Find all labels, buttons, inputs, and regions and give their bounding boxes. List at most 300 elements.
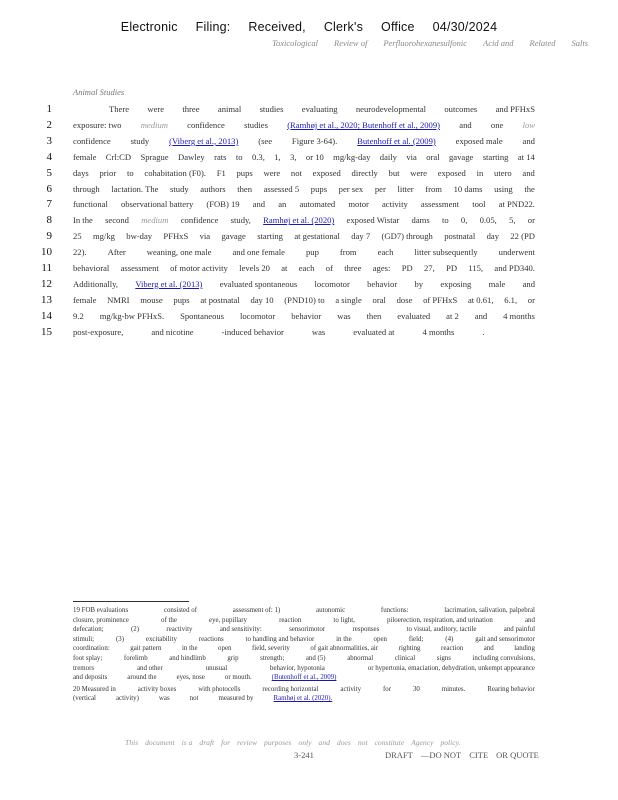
text-line xyxy=(73,311,535,321)
text-run: clinical xyxy=(394,655,416,662)
text-run: at gestational xyxy=(294,231,340,242)
text-run: strength; xyxy=(260,655,285,662)
text-run: outcomes xyxy=(444,104,478,114)
text-line xyxy=(73,152,535,162)
text-run: was xyxy=(158,695,170,703)
text-run: underwent xyxy=(498,247,535,258)
disclaimer-word: does xyxy=(336,738,351,747)
text-run: NMRI xyxy=(107,294,130,305)
draft-disclaimer xyxy=(125,738,467,747)
text-run: to light, xyxy=(333,616,355,624)
line-number: 2 xyxy=(46,118,52,131)
text-run: exposing xyxy=(440,278,472,289)
text-run: 1, xyxy=(274,151,281,162)
text-run: then xyxy=(237,183,252,194)
text-run: (FOB) 19 xyxy=(206,199,240,210)
text-run: a single xyxy=(335,294,362,305)
text-line xyxy=(73,168,535,178)
text-run: reactions xyxy=(198,635,224,643)
text-run: reactivity xyxy=(166,626,193,634)
disclaimer-word: Agency xyxy=(411,738,434,747)
text-run: 22). xyxy=(73,247,87,258)
draft-stamp-word: OR QUOTE xyxy=(496,750,539,760)
text-run: signs xyxy=(436,655,451,662)
text-run: and PD340. xyxy=(494,263,535,273)
text-run: 20 Measured in xyxy=(73,685,116,693)
text-run: bw-day xyxy=(126,231,153,242)
text-run: abnormal xyxy=(347,655,374,662)
text-run: the xyxy=(524,183,535,194)
text-run: day 7 xyxy=(351,231,371,242)
text-run: or 10 xyxy=(305,151,324,162)
draft-stamp-word: —DO NOT xyxy=(420,750,462,760)
text-run: 30 xyxy=(412,685,420,693)
text-run: exposed male xyxy=(455,135,503,146)
line-number: 14 xyxy=(41,309,52,322)
line-number: 9 xyxy=(46,230,52,243)
disclaimer-word: purposes xyxy=(264,738,292,747)
text-run: through xyxy=(73,183,100,194)
citation-link[interactable]: Ramhøj et al. (2020). xyxy=(273,695,333,703)
text-run: observational battery xyxy=(120,199,194,210)
text-run: (PND10) to xyxy=(284,294,325,305)
text-run: via xyxy=(406,151,417,162)
citation-link[interactable]: Viberg et al. (2013) xyxy=(135,278,203,289)
line-number: 12 xyxy=(41,277,52,290)
text-run: 10 dams xyxy=(453,183,483,194)
text-run: at postnatal xyxy=(200,294,240,305)
text-run: behavior xyxy=(291,310,322,321)
text-run: litter xyxy=(397,183,414,194)
text-run: and sensitivity: xyxy=(219,626,262,634)
line-number: 4 xyxy=(46,150,52,163)
text-run: open xyxy=(373,635,387,643)
text-run: tremors xyxy=(73,664,95,672)
text-run: stimuli; xyxy=(73,635,95,643)
text-run: mg/kg-bw PFHxS. xyxy=(99,310,165,321)
text-run: daily xyxy=(379,151,397,162)
text-run: levels 20 xyxy=(239,263,270,273)
text-run: then xyxy=(366,310,382,321)
text-run: study, xyxy=(230,215,251,226)
text-run: defecation; xyxy=(73,626,104,634)
text-run: weaning, one male xyxy=(146,247,212,258)
text-run: behavior xyxy=(367,278,398,289)
text-run: starting xyxy=(257,231,283,242)
text-run: After xyxy=(107,247,126,258)
text-run: responses xyxy=(352,626,380,634)
stamp-word: Filing: xyxy=(195,20,231,34)
text-run: and painful xyxy=(503,626,535,634)
citation-link[interactable]: Ramhøj et al. (2020) xyxy=(263,215,335,226)
text-run: studies xyxy=(244,119,268,130)
disclaimer-word: constitute xyxy=(374,738,405,747)
text-run: for xyxy=(382,685,392,693)
text-run: at 14 xyxy=(517,151,535,162)
stamp-word: Electronic xyxy=(120,20,178,34)
text-run: of the xyxy=(161,616,177,624)
disclaimer-word: policy. xyxy=(440,738,461,747)
line-number: 11 xyxy=(41,262,52,274)
text-line xyxy=(73,279,535,289)
text-run: 19 FOB evaluations xyxy=(73,607,129,614)
text-run: and xyxy=(522,135,535,146)
text-run: activity boxes xyxy=(137,685,177,693)
footnote-line xyxy=(73,695,535,702)
citation-link[interactable]: (Ramhøj et al., 2020; Butenhoff et al., 2009) xyxy=(287,119,441,130)
text-run: from xyxy=(339,247,357,258)
text-run: excitability xyxy=(145,635,177,643)
text-run: autonomic xyxy=(316,607,346,614)
text-run: (see xyxy=(258,135,273,146)
text-run: open xyxy=(218,645,232,653)
text-run: evaluated xyxy=(397,310,431,321)
text-run: and other xyxy=(136,664,163,672)
text-run: study xyxy=(170,183,189,194)
text-run: Dawley xyxy=(178,151,205,162)
footnote-divider xyxy=(73,601,189,602)
stamp-word: Clerk's xyxy=(323,20,364,34)
text-run: gavage xyxy=(221,231,246,242)
text-run: including convulsions, xyxy=(472,655,535,662)
filing-stamp xyxy=(0,20,618,34)
text-run: pup xyxy=(305,247,319,258)
text-run: gait pattern xyxy=(130,645,162,653)
text-run: medium xyxy=(141,215,169,226)
text-run: and one female xyxy=(232,247,285,258)
text-run: 27, xyxy=(424,263,435,273)
text-run: PFHxS xyxy=(163,231,189,242)
text-run: oral xyxy=(372,294,386,305)
text-run: locomotor xyxy=(314,278,350,289)
text-run: Figure 3-64). xyxy=(291,135,338,146)
text-run: utero xyxy=(494,167,512,178)
text-run: locomotor xyxy=(239,310,276,321)
text-run: and nicotine xyxy=(151,326,194,337)
text-run: to xyxy=(126,167,134,178)
text-run: to handling and behavior xyxy=(245,635,315,643)
text-run: PD xyxy=(446,263,458,273)
text-run: at 0.61, xyxy=(467,294,494,305)
footnote-line xyxy=(73,617,535,624)
text-run: directly xyxy=(351,167,378,178)
text-run: (4) xyxy=(445,635,454,643)
header-word: Related xyxy=(529,38,556,48)
text-run: dams xyxy=(411,215,430,226)
citation-link[interactable]: (Butenhoff et al., 2009) xyxy=(271,674,337,682)
text-run: per sex xyxy=(338,183,364,194)
text-run: ages: xyxy=(372,263,391,273)
text-run: to xyxy=(235,151,243,162)
text-run: in the xyxy=(336,635,352,643)
text-run: 5, xyxy=(509,215,516,226)
footnote-line xyxy=(73,636,535,643)
text-run: 4 months xyxy=(422,326,455,337)
text-run: cohabitation (F0). xyxy=(144,167,206,178)
text-run: mg/kg xyxy=(92,231,115,242)
text-run: litter subsequently xyxy=(414,247,478,258)
text-run: post-exposure, xyxy=(73,326,124,337)
text-run: and xyxy=(252,199,266,210)
text-run: activity) xyxy=(115,695,139,703)
header-word: Salts xyxy=(571,38,588,48)
text-run: assessment of: 1) xyxy=(232,607,281,614)
text-run: exposed xyxy=(437,167,466,178)
header-word: Perfluorohexanesulfonic xyxy=(383,38,468,48)
text-run: female xyxy=(73,151,97,162)
text-run: not xyxy=(290,167,302,178)
text-run: of PFHxS xyxy=(423,294,458,305)
text-run: was xyxy=(337,310,351,321)
text-run: 4 months xyxy=(503,310,535,321)
disclaimer-word: draft xyxy=(199,738,215,747)
text-run: (GD7) through xyxy=(381,231,433,242)
footnote-line xyxy=(73,645,535,652)
text-run: at xyxy=(281,263,288,273)
text-run: three xyxy=(182,104,200,114)
footnote-line xyxy=(73,655,535,662)
text-run: day 10 xyxy=(250,294,274,305)
text-line xyxy=(73,184,535,194)
header-word: Toxicological xyxy=(272,38,319,48)
text-run: 0.3, xyxy=(251,151,265,162)
disclaimer-word: not xyxy=(357,738,368,747)
text-run: one xyxy=(490,119,504,130)
text-run: coordination: xyxy=(73,645,110,653)
text-line xyxy=(73,136,535,146)
text-run: functional xyxy=(73,199,108,210)
text-run: oral xyxy=(426,151,440,162)
text-run: by xyxy=(414,278,424,289)
text-run: In the xyxy=(73,215,93,226)
footnote-line xyxy=(73,665,535,672)
text-run: 0, xyxy=(460,215,468,226)
text-run: to visual, auditory, tactile xyxy=(406,626,477,634)
text-run: or xyxy=(527,215,535,226)
text-run: field, severity xyxy=(251,645,290,653)
text-run: and xyxy=(522,278,535,289)
text-line xyxy=(73,231,535,241)
text-run: (2) xyxy=(130,626,140,634)
text-run: activity xyxy=(340,685,362,693)
text-run: 115, xyxy=(468,263,484,273)
text-run: were xyxy=(147,104,165,114)
text-run: at PND22. xyxy=(498,199,535,210)
line-number: 10 xyxy=(41,246,52,259)
text-run: assessment xyxy=(420,199,460,210)
text-run: reaction xyxy=(441,645,464,653)
text-run: but xyxy=(388,167,400,178)
text-run: prior xyxy=(99,167,117,178)
text-run: grip xyxy=(227,655,239,662)
text-run: gait and sensorimotor xyxy=(475,635,535,643)
text-run: postnatal xyxy=(444,231,476,242)
text-line xyxy=(73,215,535,225)
text-run: gavage xyxy=(448,151,474,162)
draft-stamp-word: DRAFT xyxy=(385,750,413,760)
text-line xyxy=(73,295,535,305)
text-run: in the xyxy=(182,645,198,653)
text-run: measured by xyxy=(218,695,254,703)
text-run: mg/kg-day xyxy=(333,151,371,162)
text-run: motor xyxy=(348,199,369,210)
text-run: sensorimotor xyxy=(289,626,326,634)
text-run: field; xyxy=(408,635,424,643)
text-run: activity xyxy=(381,199,408,210)
text-line xyxy=(73,120,535,130)
text-run: and hindlimb xyxy=(169,655,206,662)
disclaimer-word: This xyxy=(125,738,139,747)
text-run: female xyxy=(73,294,97,305)
text-run: around the xyxy=(127,674,157,682)
text-run: starting xyxy=(482,151,509,162)
text-run: PD xyxy=(401,263,413,273)
text-run: confidence xyxy=(180,215,219,226)
text-run: and xyxy=(459,119,472,130)
text-run: assessed 5 xyxy=(263,183,300,194)
text-run: dose xyxy=(396,294,413,305)
text-run: consisted of xyxy=(163,607,198,614)
header-word: Review of xyxy=(334,38,368,48)
footnote-line xyxy=(73,626,535,633)
text-line xyxy=(73,247,535,257)
text-run: (vertical xyxy=(73,695,96,703)
text-run: unusual xyxy=(205,664,228,672)
text-run: each xyxy=(377,247,394,258)
text-run: reaction xyxy=(279,616,302,624)
text-run: Crl:CD xyxy=(105,151,132,162)
footnote-line xyxy=(73,607,535,614)
text-run: 0.05, xyxy=(479,215,497,226)
citation-link[interactable]: Butenhoff et al. (2009) xyxy=(357,135,436,146)
text-run: automated xyxy=(299,199,336,210)
line-number: 1 xyxy=(46,103,52,115)
text-run: F1 xyxy=(216,167,226,178)
text-run: of xyxy=(325,263,333,273)
text-run: was xyxy=(311,326,326,337)
text-run: were xyxy=(263,167,281,178)
text-run: animal xyxy=(217,104,242,114)
text-run: with photocells xyxy=(198,685,241,693)
text-line xyxy=(73,104,535,114)
disclaimer-word: review xyxy=(237,738,258,747)
text-run: neurodevelopmental xyxy=(355,104,427,114)
text-run: days xyxy=(73,167,89,178)
text-run: minutes. xyxy=(441,685,466,693)
text-run: tool xyxy=(472,199,486,210)
section-heading: Animal Studies xyxy=(73,87,125,97)
disclaimer-word: is a xyxy=(181,738,193,747)
text-run: closure, prominence xyxy=(73,616,129,624)
text-run: functions: xyxy=(380,607,409,614)
text-run: forelimb xyxy=(123,655,148,662)
text-run: behavior, hypotonia xyxy=(270,664,325,672)
text-run: -induced behavior xyxy=(221,326,284,337)
text-run: eyes, nose xyxy=(176,674,205,682)
text-run: evaluated at xyxy=(353,326,395,337)
text-run: exposure: two xyxy=(73,119,122,130)
text-run: evaluating xyxy=(301,104,338,114)
text-run: pups xyxy=(236,167,253,178)
text-run: in xyxy=(476,167,484,178)
text-run: or xyxy=(527,294,535,305)
line-number: 6 xyxy=(46,182,52,195)
text-run: exposed xyxy=(312,167,341,178)
text-run: of gait abnormalities, air xyxy=(310,645,379,653)
disclaimer-word: and xyxy=(318,738,330,747)
text-run: an xyxy=(278,199,287,210)
stamp-word: Office xyxy=(381,20,415,34)
citation-link[interactable]: (Viberg et al., 2013) xyxy=(169,135,239,146)
text-run: lactation. The xyxy=(111,183,159,194)
text-run: lacrimation, salivation, palpebral xyxy=(444,607,535,614)
text-run: and xyxy=(474,310,488,321)
text-run: rats xyxy=(214,151,227,162)
text-run: three xyxy=(344,263,362,273)
line-number: 3 xyxy=(46,134,52,147)
text-run: Additionally, xyxy=(73,278,119,289)
text-run: Spontaneous xyxy=(180,310,225,321)
text-run: piloerection, respiration, and urination xyxy=(387,616,493,624)
disclaimer-word: for xyxy=(221,738,231,747)
text-run: There xyxy=(109,104,130,114)
text-line xyxy=(73,199,535,209)
text-run: from xyxy=(425,183,442,194)
text-run: and xyxy=(522,167,535,178)
text-run: study xyxy=(130,135,150,146)
text-run: to xyxy=(441,215,449,226)
line-number: 5 xyxy=(46,166,52,179)
text-run: confidence xyxy=(187,119,225,130)
text-run: evaluated spontaneous xyxy=(219,278,298,289)
text-run: Sprague xyxy=(140,151,169,162)
text-run: or mouth. xyxy=(224,674,252,682)
text-run: or hypertonia, emaciation, dehydration, unkempt appearance xyxy=(367,664,535,672)
text-run: of motor activity xyxy=(170,263,228,273)
draft-stamp-word: CITE xyxy=(469,750,489,760)
disclaimer-word: document xyxy=(145,738,175,747)
line-number: 7 xyxy=(46,198,52,211)
text-run: 9.2 xyxy=(73,310,84,321)
text-run: confidence xyxy=(73,135,111,146)
text-run: studies xyxy=(259,104,284,114)
footnote-line xyxy=(73,686,535,693)
text-run: behavioral xyxy=(73,263,110,273)
stamp-word: 04/30/2024 xyxy=(432,20,498,34)
text-run: 22 (PD xyxy=(510,231,535,242)
draft-stamp xyxy=(385,750,547,760)
text-run: using xyxy=(494,183,513,194)
text-run: medium xyxy=(140,119,168,130)
page-number: 3-241 xyxy=(294,750,314,760)
text-run: assessment xyxy=(120,263,159,273)
text-run: and xyxy=(483,645,494,653)
text-run: righting xyxy=(398,645,421,653)
disclaimer-word: only xyxy=(298,738,312,747)
text-line xyxy=(73,327,535,337)
text-run: pups xyxy=(310,183,328,194)
header-word: Acid and xyxy=(483,38,514,48)
text-run: were xyxy=(410,167,427,178)
text-run: and xyxy=(524,616,535,624)
text-run: 6.1, xyxy=(504,294,518,305)
text-run: 25 xyxy=(73,231,82,242)
line-number: 13 xyxy=(41,293,52,306)
text-run: Rearing behavior xyxy=(487,685,535,693)
running-header xyxy=(256,38,588,48)
line-number: 15 xyxy=(41,325,52,338)
text-run: foot splay; xyxy=(73,655,103,662)
